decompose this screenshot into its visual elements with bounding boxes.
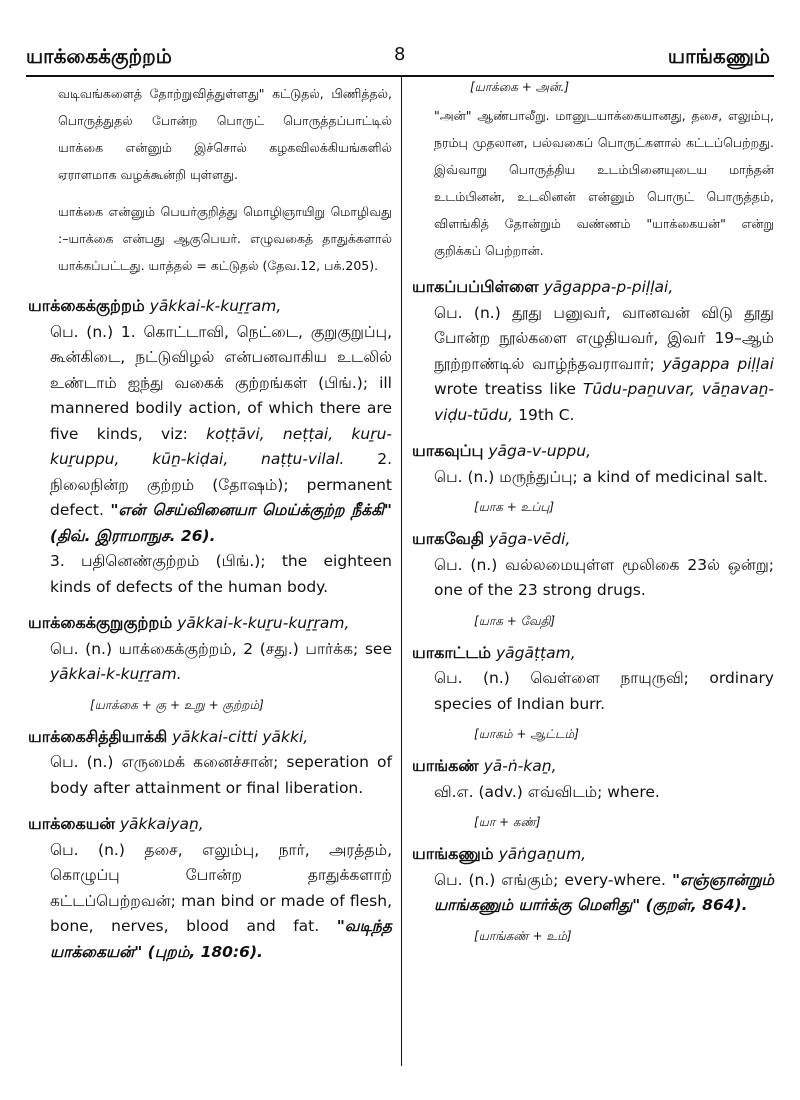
entry-transliteration: yāga-v-uppu, xyxy=(488,442,591,460)
entry-headword: யாகவுப்பு xyxy=(412,441,484,460)
entry-yakkai-k-kurram xyxy=(28,293,392,600)
entry-headword: யாக்கையன் xyxy=(28,814,115,833)
entry-century: 19th C. xyxy=(518,405,575,424)
entry-kinds: koṭṭāvi, neṭṭai, kuṟu-kuṟuppu, kūṉ-kiḍai, naṭṭu-vilal. xyxy=(50,424,392,468)
entry-headword: யாக்கைக்குறுகுற்றம் xyxy=(28,613,173,632)
entry-yakkaiyan xyxy=(28,811,392,965)
entry-definition: பெ. (n.) எங்கும்; every-where. xyxy=(434,870,666,889)
entry-transliteration: yākkaiyaṉ, xyxy=(119,815,204,833)
note-paragraph: யாக்கை என்னும் பெயர்குறித்து மொழிஞாயிறு மொழிவது :–யாக்கை என்பது ஆகுபெயர். எழுவகைத் தாதுக்களால் யாக்கப்பட்டது. யாத்தல் = கட்டுதல் (தேவ.12, பக்.205). xyxy=(58,204,392,273)
entry-definition-2: 2. நிலைநின்ற குற்றம் (தோஷம்); permanent defect. xyxy=(50,450,392,519)
entry-quotation: "வடிந்த யாக்கையன்" (புறம், 180:6). xyxy=(50,917,392,961)
entry-transliteration: yā-ṅ-kaṉ, xyxy=(483,757,557,775)
entry-definition: பெ. (n.) தூது பனுவர், வானவன் விடு தூது போன்ற நூல்களை எழுதியவர், இவர் 19–ஆம் நூற்றாண்டில் வாழ்ந்தவராவார்; xyxy=(434,303,774,373)
entry-yanganum xyxy=(412,841,774,919)
entry-headword: யாங்கண் xyxy=(412,756,479,775)
entry-see-reference: yākkai-k-kuṟṟam. xyxy=(50,665,182,683)
continuation-paragraph: வடிவங்களைத் தோற்றுவித்துள்ளது" கட்டுதல், பிணித்தல், பொருத்துதல் போன்ற பொருட் பொருத்தப்பாட்டில் யாக்கை என்னும் இச்சொல் கழகவிலக்கியங்களில் ஏராளமாக வழக்கூன்றி யுள்ளது. xyxy=(58,86,392,182)
entry-headword: யாக்கைசித்தியாக்கி xyxy=(28,726,168,746)
entry-quotation: "என் செய்வினையா மெய்க்குற்ற நீக்கி" (திவ். இராமாநுச. 26). xyxy=(50,501,392,545)
entry-etymology: [யா + கண்] xyxy=(474,815,541,829)
entry-yaga-v-uppu xyxy=(412,438,774,490)
right-column xyxy=(412,80,774,945)
header-rule xyxy=(26,75,774,77)
entry-works: Tūdu-paṉuvar, vāṉavaṉ-viḍu-tūdu, xyxy=(434,380,774,424)
entry-etymology: [யாக்கை + அன்.] xyxy=(470,80,570,94)
entry-transliteration: yāgappa-p-piḷḷai, xyxy=(543,278,674,296)
entry-definition: பெ. (n.) யாக்கைக்குற்றம், 2 (சது.) பார்க்க; see xyxy=(50,639,392,658)
entry-yagappa-p-pillai xyxy=(412,274,774,428)
left-column xyxy=(28,80,392,965)
entry-english-text: wrote treatiss like xyxy=(434,380,576,398)
entry-etymology: [யாகம் + ஆட்டம்] xyxy=(474,727,579,741)
entry-etymology: [யாக + உப்பு] xyxy=(474,500,555,514)
entry-etymology: [யாக்கை + கு + உறு + குற்றம்] xyxy=(90,697,264,712)
entry-etymology: [யாங்கண் + உம்] xyxy=(474,928,572,943)
entry-definition: பெ. (n.) 1. கொட்டாவி, நெட்டை, குறுகுறுப்பு, கூன்கிடை, நட்டுவிழல் என்பனவாகிய உடலில் உண்டாம் ஐந்து வகைக் குற்றங்கள் (பிங்.); ill mannered bodily action, of which there are five kinds, viz: xyxy=(50,322,392,443)
entry-definition: பெ. (n.) எருமைக் கனைச்சான்; seperation of body after attainment or final liberation. xyxy=(50,753,392,797)
entry-english-name: yāgappa piḷḷai xyxy=(662,354,774,373)
page-header xyxy=(0,0,800,80)
header-right-guideword: யாங்கணும் xyxy=(667,44,770,68)
entry-transliteration: yākkai-citti yākki, xyxy=(172,727,309,746)
entry-quotation: "எஞ்ஞான்றும் யாங்கணும் யார்க்கு மெளிது" (குறள், 864). xyxy=(434,870,774,914)
entry-etymology: [யாக + வேதி] xyxy=(474,613,556,628)
entry-definition: வி.எ. (adv.) எவ்விடம்; where. xyxy=(434,782,660,801)
column-divider xyxy=(401,76,402,1066)
entry-headword: யாகப்பப்பிள்ளை xyxy=(412,277,539,296)
entry-yakkai-k-kuru-kurram xyxy=(28,610,392,688)
entry-yaga-vedi xyxy=(412,526,774,604)
entry-definition: பெ. (n.) வல்லமையுள்ள மூலிகை 23ல் ஒன்று; one of the 23 strong drugs. xyxy=(434,555,774,599)
entry-ya-n-kan xyxy=(412,753,774,805)
entry-headword: யாங்கணும் xyxy=(412,844,494,863)
entry-definition: பெ. (n.) தசை, எலும்பு, நார், அரத்தம், கொழுப்பு போன்ற தாதுக்களாற் கட்டப்பெற்றவன்; man bind or made of flesh, bone, nerves, blood and fat. xyxy=(50,840,392,935)
entry-transliteration: yākkai-k-kuṟu-kuṟṟam, xyxy=(177,614,350,632)
header-left-guideword: யாக்கைக்குற்றம் xyxy=(26,44,172,68)
entry-definition-3: 3. பதினெண்குற்றம் (பிங்.); the eighteen kinds of defects of the human body. xyxy=(50,552,392,596)
entry-transliteration: yāga-vēdi, xyxy=(489,530,571,548)
entry-headword: யாகாட்டம் xyxy=(412,642,492,662)
explanation-paragraph: "அன்" ஆண்பாலீறு. மானுடயாக்கையானது, தசை, எலும்பு, நரம்பு முதலான, பல்வகைப் பொருட்களால் கட்டப்பெற்றது. இவ்வாறு பொருத்திய உடம்பினையுடைய மாந்தன் உடம்பினன், உடலினன் என்னும் பொருட் பொருத்தம், விளங்கித் தோன்றும் வண்ணம் "யாக்கையன்" என்று குறிக்கப் பெற்றான். xyxy=(434,108,774,258)
entry-yakkai-citti-yakki xyxy=(28,724,392,802)
entry-transliteration: yāgāṭṭam, xyxy=(495,643,576,662)
page-number: 8 xyxy=(394,44,406,65)
entry-transliteration: yākkai-k-kuṟṟam, xyxy=(149,297,282,315)
entry-transliteration: yāṅgaṉum, xyxy=(498,845,587,863)
entry-headword: யாகவேதி xyxy=(412,529,485,548)
entry-definition: பெ. (n.) வெள்ளை நாயுருவி; ordinary species of Indian burr. xyxy=(434,669,774,713)
entry-headword: யாக்கைக்குற்றம் xyxy=(28,296,145,315)
entry-definition: பெ. (n.) மருந்துப்பு; a kind of medicinal salt. xyxy=(434,467,768,486)
entry-yagattam xyxy=(412,640,774,718)
